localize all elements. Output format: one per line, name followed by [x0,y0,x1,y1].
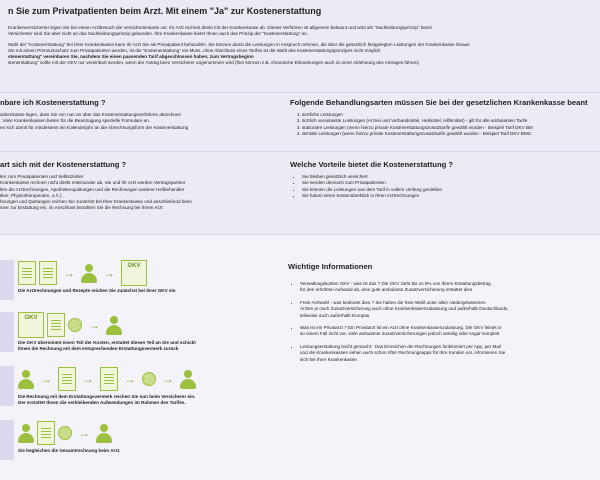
invoice-icon [37,421,55,445]
advantages-section [290,160,600,200]
info-item: • Leistungserstattung leicht gemacht : Das Einreichen der Rechnungen funktioniert per App, per Mail und die Krankenkassen sehen auch schon öfter Rechnungsapps für Ihre Kunden vor, informieren Sie sich bei Ihrer Krankenkasse. [300,344,600,363]
apply-title: nbare ich Kostenerstattung ? [0,98,106,107]
advantages-title: Welche Vorteile bietet die Kostenerstattung ? [290,160,454,169]
doctor-icon [96,424,112,443]
step-accent [0,260,14,300]
process-line: lten die Arztrechnungen, Apothekenquittungen und die Rechnungen anderer Heilbehandler [0,186,185,192]
arrow-right-icon: → [82,372,94,386]
header-line: stenerstattung" sollte mit der GKV nur vereinbart werden, wenn der Antrag beim Versicherer angenommen wird (hier können z.B. chronische Erkrankungen auch zu einer Ablehnung des Antrages führen) [8,60,419,66]
header-section [8,6,600,67]
step-accent [0,420,14,460]
gkv-icon: GKV [121,260,147,286]
person-icon [18,370,34,389]
step-2 [18,310,285,352]
header-line: Versicherter sind Sie aber nicht an das Sachleistungsprinzip gebunden. Ihre Krankenkasse bietet Ihnen auch das Prinzip der "Kostenerstattung" an. [8,31,308,37]
arrow-right-icon: → [124,372,136,386]
treatment-item: 4. dentale Leistungen (wenn hierzu private Kostenerstattungszusatztarife gewählt wurden - Beispiel Tarif DKV BMG [302,131,600,137]
process-line: ezer zur Erstattung ein, im Anschluss bezahlen Sie die Rechnung bei Ihrem Arzt [0,205,163,211]
invoice-icon [58,367,76,391]
step-accent [0,366,14,406]
process-line: hnungen und Quittungen reichen Sie zunächst bei Ihrer Krankenkasse und anschließend beim [0,199,192,205]
treatment-title: Folgende Behandlungsarten müssen Sie bei der gesetzlichen Krankenkasse beant [290,98,588,107]
process-line: len zum Privatpatienten und Selbstzahler [0,174,84,179]
money-icon [58,426,72,440]
info-item: • Was ist ein Privatarzt ? Ein Privatarzt ist ein Arzt ohne Krankenkassenzulassung. Die GKV leistet in so einem Fall nicht vor, viele ambulante Zusatzversicherungen jedoch anteilig oder sogar komplett [300,325,600,338]
info-title: Wichtige Informationen [288,262,373,271]
advantage-item: • Sie haben einen Kostenüberblick in Ihren Arztrechnungen [302,193,600,199]
advantage-item: • Sie werden dennoch zum Privatpatienten [302,180,600,186]
money-icon [142,372,156,386]
step-3 [18,364,285,406]
person-icon [81,264,97,283]
process-line: Krankenkasse rechnen nicht direkt miteinander ab, Sie und Ihr Arzt werden Vertragspartner [0,180,186,186]
arrow-right-icon: → [162,372,174,386]
steps-area [0,250,285,480]
step-1 [18,258,285,294]
arrow-right-icon: → [103,266,115,280]
arrow-right-icon: → [40,372,52,386]
step-4 [18,418,285,454]
step-caption: Sie begleichen die Gesamtrechnung beim Arzt. [18,448,121,453]
treatment-item: 1. ärztliche Leistungen [302,112,600,118]
treatment-item: 3. stationäre Leistungen (wenn hierzu private Kostenerstattungszusatztarife gewählt wurden - Beispiel Tarif DKV BM [302,125,600,131]
apply-line: . Viele Krankenkassen bieten für die Beantragung spezielle Formulare an. [0,118,151,124]
step-caption: Ihnen die Rechnung mit dem entsprechenden Erstattungsvermerk zurück [18,346,179,352]
apply-line: en sich damit für mindestens ein Kalenderjahr an die Abrechnungsform der Kostenerstattung [0,124,189,130]
header-line: Sie mit einem Premiumschutz zum Privatpatienten werden, ist die "Kostenerstattung" ein Muss, ohne Abschluss eines Tarifes ist die Wahl des Kostenerstattungsprinzipes nicht möglich [8,47,381,53]
advantage-item: • Sie bleiben gesetzlich versichert [302,174,600,180]
treatment-section [290,98,600,138]
arrow-right-icon: → [88,318,100,332]
apply-line: ankenkasse legen, dass Sie von nun an über das Kostenerstattungsverfahren abrechnen [0,112,182,117]
person-icon [18,424,34,443]
header-line: Krankenversicherter legen Sie bei einem Arztbesuch die Versichertenkarte vor. Ihr Arzt rechnet direkt mit der Krankenkasse ab. Dieses Verfahren ist allgemein bekannt und wird als "Sachleistungsprinzip" bezei [8,25,432,30]
info-item: • Freie Arztwahl - was bedeutet dies ? Sie haben die freie Wahl unter allen niedergelassenen Ärzten je nach Zusatzversicherung auch ohne Krankenkassenzulassung und außerhalb Deutschlands, teilweise auch außerhalb Europas [300,300,600,319]
info-section [288,262,600,363]
apply-section [0,98,280,131]
step-caption: Die GKV übernimmt einen Teil der Kosten, erstattet diesen Teil an Sie und schickt [18,340,196,345]
person-icon [180,370,196,389]
insurer-building-icon [100,367,118,391]
step-caption: Der erstattet Ihnen die verbleibenden Aufwendungen im Rahmen des Tarifes. [18,400,186,406]
gkv-icon: GKV [18,312,44,338]
invoice-icon [39,261,57,285]
step-caption: Die Rechnung mit dem Erstattungsvermerk reichen Sie nun beim Versicherer ein. [18,394,196,399]
process-line: tiker, Physiotherapeuten, o.Ä.) [0,192,62,198]
page-title: n Sie zum Privatpatienten beim Arzt. Mit einem "Ja" zur Kostenerstattung [8,6,322,16]
arrow-right-icon: → [63,266,75,280]
process-title: art sich mit der Kostenerstattung ? [0,160,127,169]
process-section [0,160,280,212]
money-icon [68,318,82,332]
treatment-item: 2. ärztlich veranlasste Leistungen (Arznei und Verbandmittel, Heilmittel, Hilfsmittel) - gilt für alle ambulanten Tarife [302,118,600,124]
arrow-right-icon: → [78,426,90,440]
info-item: • Verwaltungskosten GKV - was ist das ? Die GKV zieht bis zu 5% von Ihrem Erstattungsbetrag für den erhöhten Aufwand ab, eine gute ambulante Zusatzversicherung erstattet dies [300,281,600,294]
invoice-icon [18,261,36,285]
step-caption: Die Arztrechnungen und Rezepte reichen Sie zunächst bei Ihrer GKV ein [18,288,176,293]
advantage-item: • Sie können die Leistungen aus dem Tarif in vollem Umfang genießen [302,187,600,193]
person-icon [106,316,122,335]
invoice-icon [47,313,65,337]
header-line: Wahl der "Kostenerstattung" bei Ihrer Krankenkasse kann Ihr Arzt Sie als Privatpatient behandeln. Sie können damit die Leistungen in Anspruch nehmen, die über die gesetzlich festgelegten Leistungen der Krankenkasse hinaus [8,41,470,47]
header-line: stenerstattung" vereinbaren Sie, nachdem Sie einen passenden Tarif abgeschlossen haben, zum Vertragsbeginn [8,54,254,60]
step-accent [0,312,14,352]
